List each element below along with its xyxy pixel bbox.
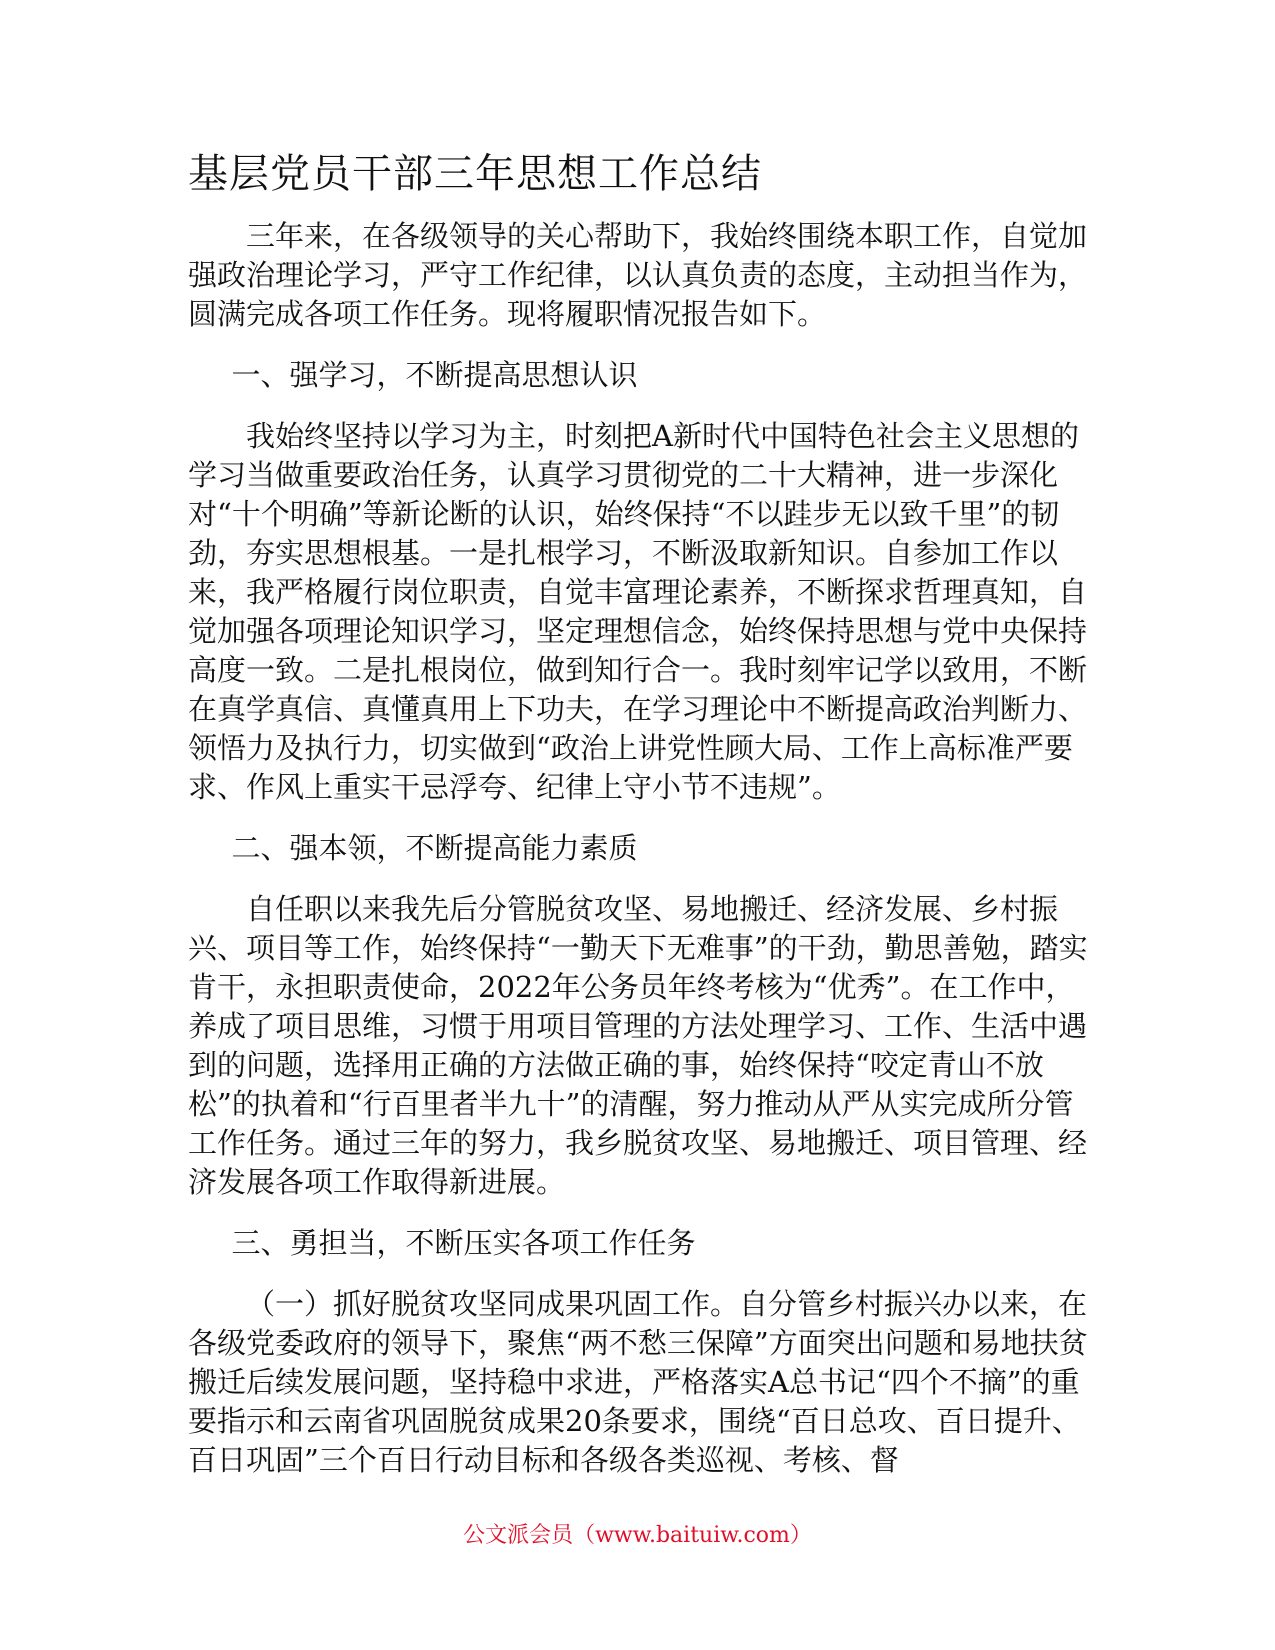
section-heading-3: 三、勇担当，不断压实各项工作任务 — [231, 1226, 696, 1260]
section-body-3: （一）抓好脱贫攻坚同成果巩固工作。自分管乡村振兴办以来，在各级党委政府的领导下，聚焦“两不愁三保障”方面突出问题和易地扶贫搬迁后续发展问题，坚持稳中求进，严格落实A总书记“四个不摘”的重要指示和云南省巩固脱贫成果20条要求，围绕“百日总攻、百日提升、百日巩固”三个百日行动目标和各级各类巡视、考核、督 — [188, 1287, 1088, 1477]
section-body-2: 自任职以来我先后分管脱贫攻坚、易地搬迁、经济发展、乡村振兴、项目等工作，始终保持“一勤天下无难事”的干劲，勤思善勉，踏实肯干，永担职责使命，2022年公务员年终考核为“优秀”。在工作中，养成了项目思维，习惯于用项目管理的方法处理学习、工作、生活中遇到的问题，选择用正确的方法做正确的事，始终保持“咬定青山不放松”的执着和“行百里者半九十”的清醒，努力推动从严从实完成所分管工作任务。通过三年的努力，我乡脱贫攻坚、易地搬迁、项目管理、经济发展各项工作取得新进展。 — [188, 892, 1088, 1199]
intro-paragraph: 三年来，在各级领导的关心帮助下，我始终围绕本职工作，自觉加强政治理论学习，严守工作纪律，以认真负责的态度，主动担当作为，圆满完成各项工作任务。现将履职情况报告如下。 — [188, 219, 1088, 331]
document-title: 基层党员干部三年思想工作总结 — [188, 151, 762, 197]
footer-watermark-link[interactable]: 公文派会员（www.baituiw.com） — [463, 1523, 812, 1548]
section-body-1: 我始终坚持以学习为主，时刻把A新时代中国特色社会主义思想的学习当做重要政治任务，认真学习贯彻党的二十大精神，进一步深化对“十个明确”等新论断的认识，始终保持“不以跬步无以致千里”的韧劲，夯实思想根基。一是扎根学习，不断汲取新知识。自参加工作以来，我严格履行岗位职责，自觉丰富理论素养，不断探求哲理真知，自觉加强各项理论知识学习，坚定理想信念，始终保持思想与党中央保持高度一致。二是扎根岗位，做到知行合一。我时刻牢记学以致用，不断在真学真信、真懂真用上下功夫，在学习理论中不断提高政治判断力、领悟力及执行力，切实做到“政治上讲党性顾大局、工作上高标准严要求、作风上重实干忌浮夸、纪律上守小节不违规”。 — [188, 419, 1088, 804]
section-heading-1: 一、强学习，不断提高思想认识 — [231, 358, 638, 392]
section-heading-2: 二、强本领，不断提高能力素质 — [231, 831, 638, 865]
document-page — [188, 145, 1088, 1502]
